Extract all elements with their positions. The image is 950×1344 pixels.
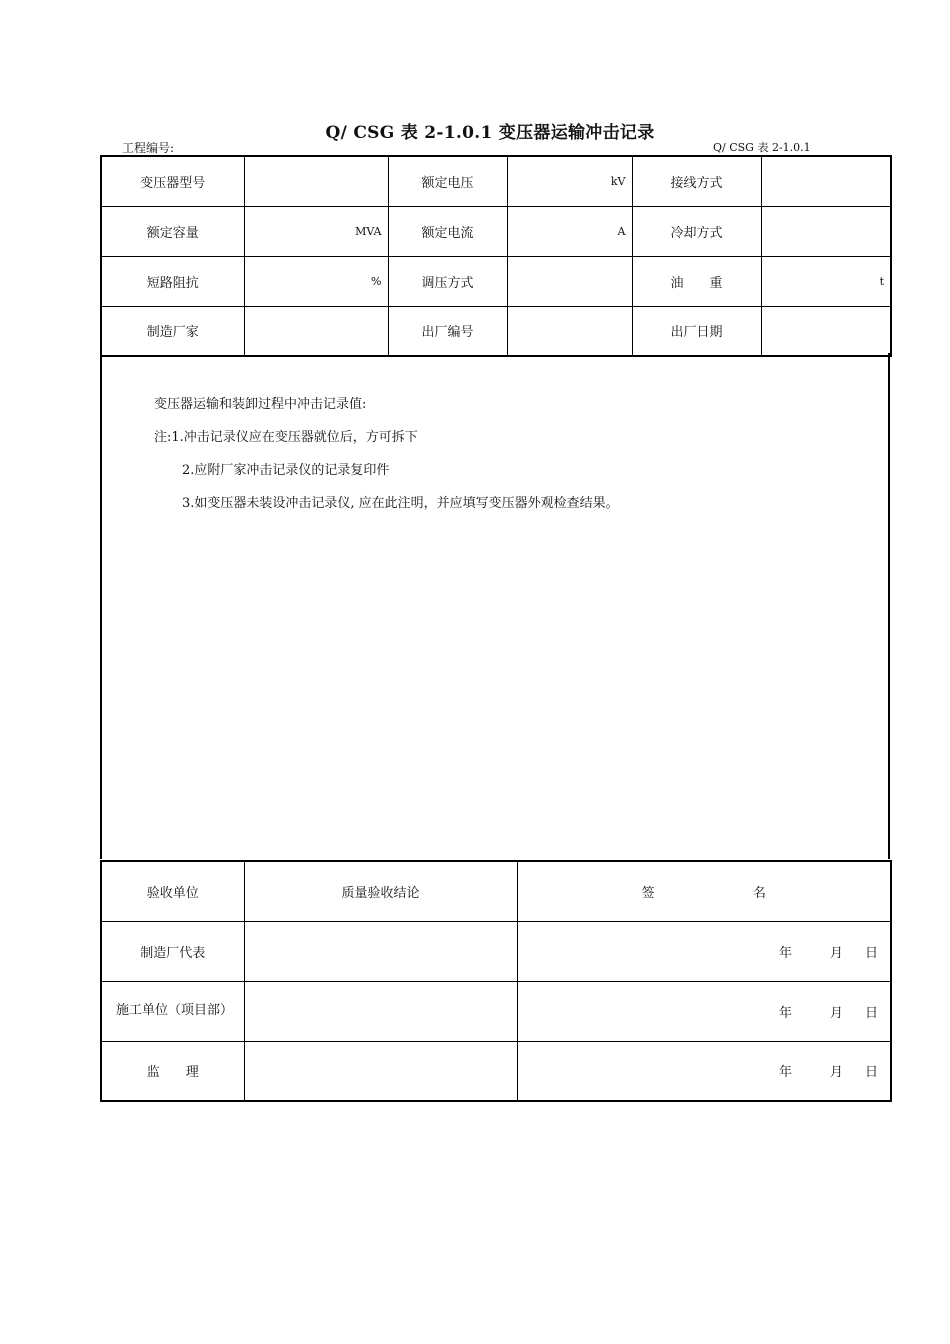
month-label: 月 (829, 1005, 843, 1021)
transformer-spec-table (100, 155, 892, 357)
table-row (101, 1041, 891, 1101)
tap-changer-label: 调压方式 (388, 256, 507, 306)
year-label: 年 (778, 1065, 792, 1081)
note-2: 2.应附厂家冲击记录仪的记录复印件 (182, 463, 390, 478)
month-label: 月 (829, 1065, 843, 1081)
manufacturer-signature[interactable] (517, 921, 891, 981)
table-row (101, 921, 891, 981)
wiring-value[interactable] (761, 156, 891, 206)
serial-number-value[interactable] (507, 306, 632, 356)
oil-weight-label: 油 重 (632, 256, 761, 306)
cooling-value[interactable] (761, 206, 891, 256)
impact-record-intro: 变压器运输和装卸过程中冲击记录值: (154, 397, 367, 412)
table-row (101, 981, 891, 1041)
model-value[interactable] (244, 156, 388, 206)
impedance-label: 短路阻抗 (101, 256, 244, 306)
signature-header-a: 签 (641, 885, 655, 901)
day-label: 日 (864, 1065, 878, 1081)
manufacture-date-label: 出厂日期 (632, 306, 761, 356)
construction-signature[interactable] (517, 981, 891, 1041)
model-label: 变压器型号 (101, 156, 244, 206)
manufacture-date-value[interactable] (761, 306, 891, 356)
day-label: 日 (864, 1005, 878, 1021)
note-1: 注:1.冲击记录仪应在变压器就位后，方可拆下 (154, 430, 418, 445)
tap-changer-value[interactable] (507, 256, 632, 306)
serial-number-label: 出厂编号 (388, 306, 507, 356)
day-label: 日 (864, 945, 878, 961)
form-title: Q/ CSG 表 2-1.0.1 变压器运输冲击记录 (325, 123, 655, 143)
capacity-value[interactable]: MVA (244, 206, 388, 256)
manufacturer-value[interactable] (244, 306, 388, 356)
impact-record-area[interactable] (100, 353, 890, 859)
acceptance-table (100, 860, 892, 1102)
supervisor-label: 监 理 (101, 1041, 244, 1101)
year-label: 年 (778, 945, 792, 961)
rated-current-label: 额定电流 (388, 206, 507, 256)
manufacturer-label: 制造厂家 (101, 306, 244, 356)
table-row (101, 206, 891, 256)
manufacturer-conclusion[interactable] (244, 921, 517, 981)
supervisor-signature[interactable] (517, 1041, 891, 1101)
table-row (101, 156, 891, 206)
table-row (101, 306, 891, 356)
year-label: 年 (778, 1005, 792, 1021)
acceptance-unit-header: 验收单位 (101, 861, 244, 921)
table-row (101, 256, 891, 306)
form-code: Q/ CSG 表 2-1.0.1 (713, 141, 811, 154)
supervisor-conclusion[interactable] (244, 1041, 517, 1101)
cooling-label: 冷却方式 (632, 206, 761, 256)
rated-voltage-label: 额定电压 (388, 156, 507, 206)
oil-weight-value[interactable]: t (761, 256, 891, 306)
note-3: 3.如变压器未装设冲击记录仪, 应在此注明，并应填写变压器外观检查结果。 (182, 496, 619, 511)
table-row (101, 861, 891, 921)
project-number-label: 工程编号: (122, 141, 175, 155)
signature-header (517, 861, 891, 921)
signature-header-b: 名 (752, 885, 766, 901)
manufacturer-rep-label: 制造厂代表 (101, 921, 244, 981)
capacity-label: 额定容量 (101, 206, 244, 256)
construction-unit-label: 施工单位（项目部） (101, 981, 244, 1041)
rated-voltage-value[interactable]: kV (507, 156, 632, 206)
wiring-label: 接线方式 (632, 156, 761, 206)
rated-current-value[interactable]: A (507, 206, 632, 256)
construction-conclusion[interactable] (244, 981, 517, 1041)
impedance-value[interactable]: % (244, 256, 388, 306)
month-label: 月 (829, 945, 843, 961)
quality-conclusion-header: 质量验收结论 (244, 861, 517, 921)
